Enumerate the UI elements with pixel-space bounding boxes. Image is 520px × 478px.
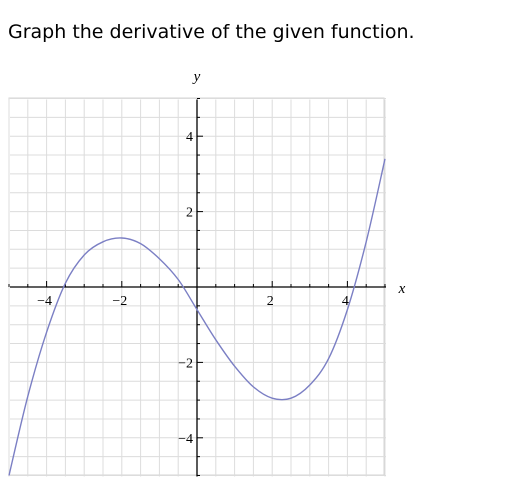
y-tick-label: −4 [178, 431, 193, 447]
axis-labels [37, 69, 406, 447]
y-tick-label: 4 [186, 130, 193, 146]
y-axis-label: y [193, 69, 201, 85]
y-tick-label: 2 [186, 205, 193, 221]
y-tick-label: −2 [178, 356, 193, 372]
question-prompt: Graph the derivative of the given function. [8, 21, 415, 43]
x-tick-label: 2 [266, 294, 274, 309]
x-tick-label: 4 [341, 294, 349, 309]
x-axis-label: x [398, 281, 406, 297]
x-tick-label: −2 [112, 294, 128, 309]
x-tick-label: −4 [37, 294, 53, 309]
